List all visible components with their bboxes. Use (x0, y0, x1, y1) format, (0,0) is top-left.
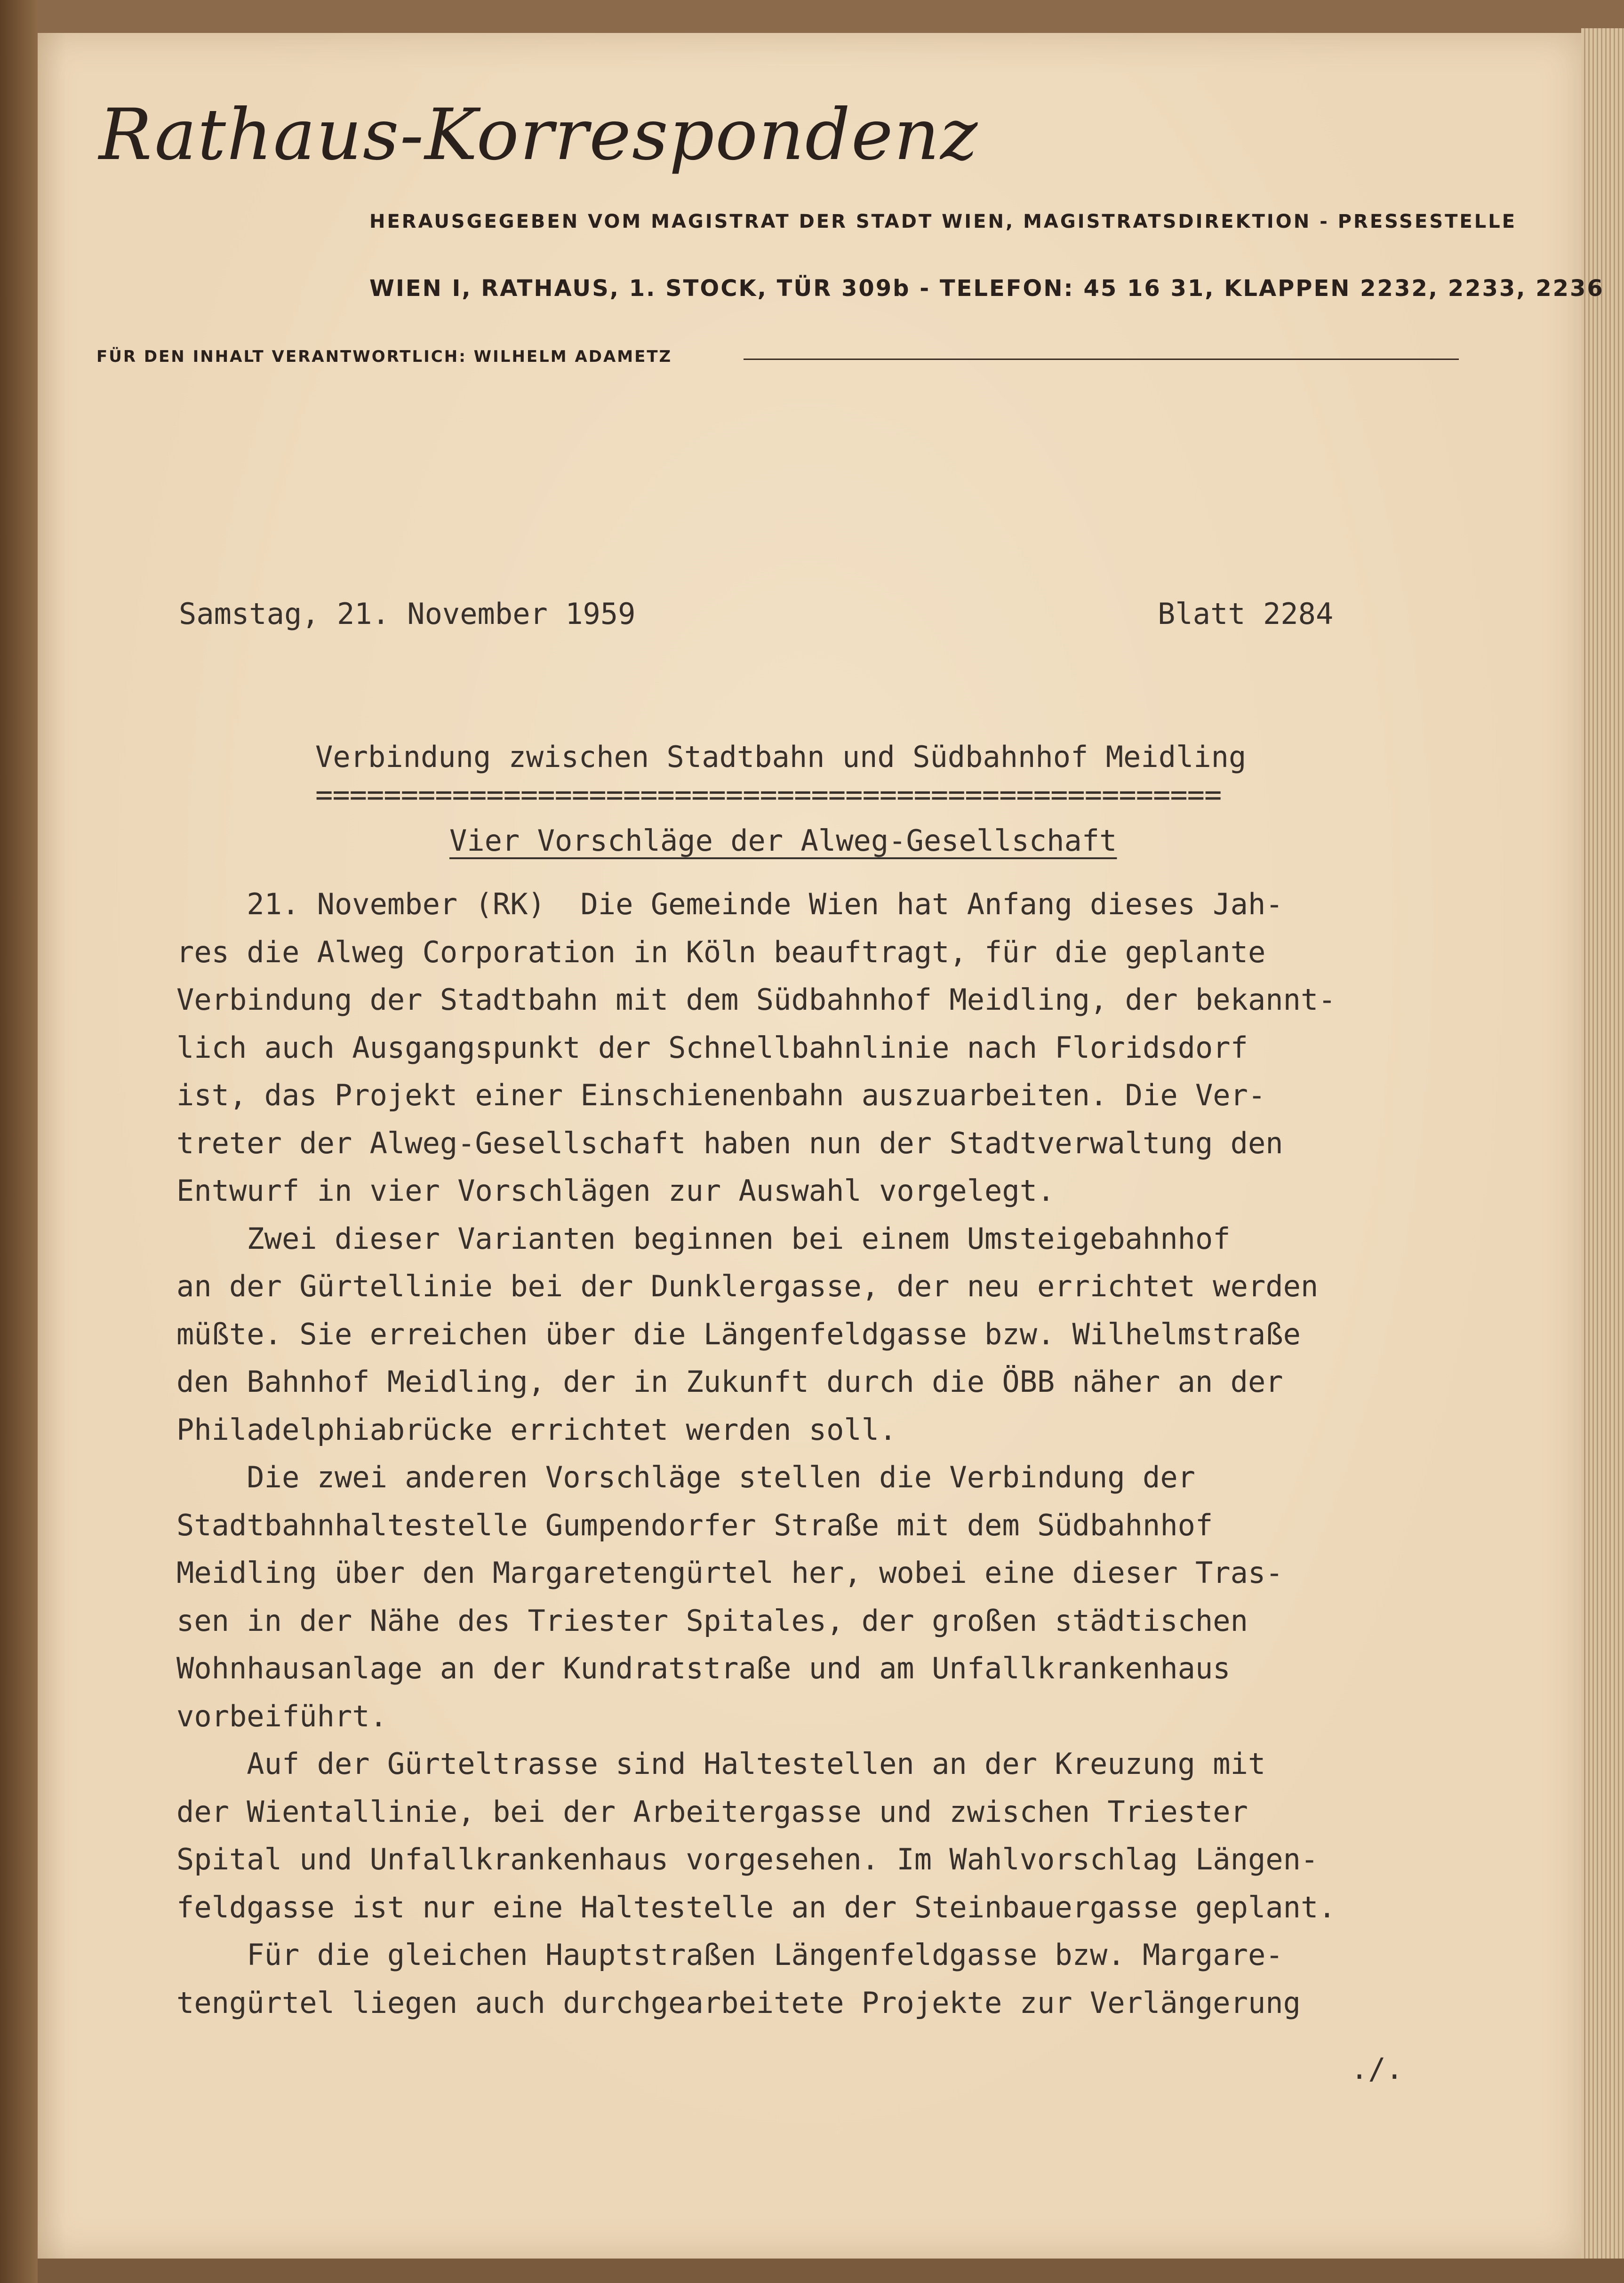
page-stack-edge (1581, 28, 1624, 2263)
body-line: lich auch Ausgangspunkt der Schnellbahnlinie nach Floridsdorf (176, 1030, 1248, 1065)
address-line: WIEN I, RATHAUS, 1. STOCK, TÜR 309b - TELEFON: 45 16 31, KLAPPEN 2232, 2233, 2236 (369, 275, 1604, 302)
body-line: Für die gleichen Hauptstraßen Längenfeldgasse bzw. Margare- (176, 1938, 1283, 1972)
body-line: Die zwei anderen Vorschläge stellen die Verbindung der (176, 1460, 1195, 1494)
masthead-title: Rathaus-Korrespondenz (99, 94, 979, 176)
publisher-line: HERAUSGEGEBEN VOM MAGISTRAT DER STADT WIEN, MAGISTRATSDIREKTION - PRESSESTELLE (369, 211, 1517, 232)
body-line: Wohnhausanlage an der Kundratstraße und am Unfallkrankenhaus (176, 1651, 1231, 1685)
headline-rule: ===================================================== (315, 777, 1222, 812)
body-line: Auf der Gürteltrasse sind Haltestellen an der Kreuzung mit (176, 1747, 1266, 1781)
body-line: müßte. Sie erreichen über die Längenfeldgasse bzw. Wilhelmstraße (176, 1317, 1301, 1351)
body-line: Meidling über den Margaretengürtel her, wobei eine dieser Tras- (176, 1556, 1283, 1590)
body-line: Stadtbahnhaltestelle Gumpendorfer Straße mit dem Südbahnhof (176, 1508, 1213, 1542)
body-line: vorbeiführt. (176, 1699, 387, 1733)
body-line: res die Alweg Corporation in Köln beauftragt, für die geplante (176, 934, 1266, 969)
body-line: Zwei dieser Varianten beginnen bei einem Umsteigebahnhof (176, 1221, 1231, 1256)
body-line: tengürtel liegen auch durchgearbeitete Projekte zur Verlängerung (176, 1985, 1301, 2020)
responsible-line: FÜR DEN INHALT VERANTWORTLICH: WILHELM ADAMETZ (96, 347, 672, 366)
body-line: an der Gürtellinie bei der Dunklergasse, der neu errichtet werden (176, 1269, 1319, 1303)
bottom-edge (38, 2259, 1624, 2283)
date: Samstag, 21. November 1959 (179, 597, 636, 631)
body-line: Entwurf in vier Vorschlägen zur Auswahl vorgelegt. (176, 1173, 1055, 1208)
body-line: 21. November (RK) Die Gemeinde Wien hat Anfang dieses Jah- (176, 887, 1283, 921)
body-line: sen in der Nähe des Triester Spitales, der großen städtischen (176, 1603, 1248, 1638)
responsible-rule (744, 359, 1459, 360)
article-subheadline: Vier Vorschläge der Alweg-Gesellschaft (449, 823, 1117, 858)
continuation-mark: ./. (1351, 2052, 1403, 2086)
body-line: der Wientallinie, bei der Arbeitergasse und zwischen Triester (176, 1794, 1248, 1829)
article-headline: Verbindung zwischen Stadtbahn und Südbahnhof Meidling (315, 740, 1247, 774)
body-line: Spital und Unfallkrankenhaus vorgesehen. Im Wahlvorschlag Längen- (176, 1842, 1319, 1876)
body-line: Verbindung der Stadtbahn mit dem Südbahnhof Meidling, der bekannt- (176, 982, 1336, 1017)
body-line: ist, das Projekt einer Einschienenbahn auszuarbeiten. Die Ver- (176, 1078, 1266, 1112)
binding-edge (0, 0, 38, 2283)
body-line: Philadelphiabrücke errichtet werden soll. (176, 1412, 897, 1447)
sheet-number: Blatt 2284 (1158, 597, 1334, 631)
body-line: den Bahnhof Meidling, der in Zukunft durch die ÖBB näher an der (176, 1365, 1283, 1399)
body-line: feldgasse ist nur eine Haltestelle an der Steinbauergasse geplant. (176, 1890, 1336, 1924)
body-line: treter der Alweg-Gesellschaft haben nun der Stadtverwaltung den (176, 1126, 1283, 1160)
